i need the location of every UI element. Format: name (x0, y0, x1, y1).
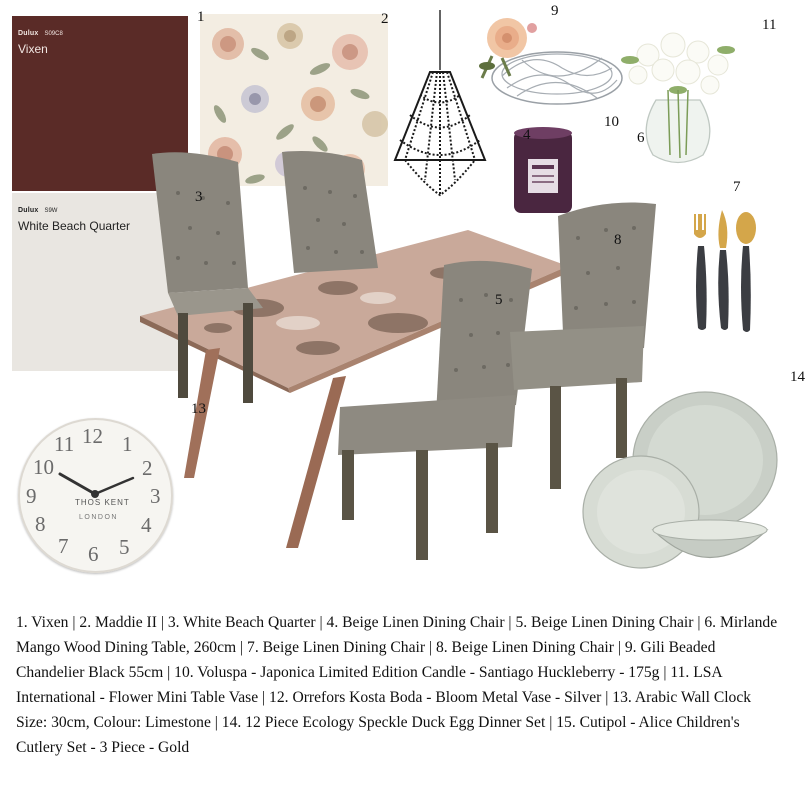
clock-numeral-1: 1 (122, 432, 133, 456)
clock-numeral-6: 6 (88, 542, 99, 566)
item-number-6: 6 (637, 130, 645, 146)
clock-numeral-5: 5 (119, 535, 130, 559)
swatch-brand: Dulux (18, 30, 39, 37)
speckle-dinner-set-image (575, 390, 785, 580)
item-number-4: 4 (523, 127, 531, 143)
clock-numeral-11: 11 (54, 432, 75, 456)
item-number-7: 7 (733, 179, 741, 195)
item-number-8: 8 (614, 232, 622, 248)
item-number-13: 13 (191, 401, 206, 417)
clock-numeral-7: 7 (58, 534, 69, 558)
item-number-1: 1 (197, 9, 205, 25)
clock-numeral-4: 4 (141, 513, 152, 537)
clock-brand: THOS KENT (75, 498, 130, 507)
swatch-code: S9W (44, 208, 58, 214)
arabic-wall-clock (18, 418, 173, 573)
item-number-2: 2 (381, 11, 389, 27)
gold-cutlery-set-image (686, 206, 766, 334)
clock-numeral-12: 12 (82, 424, 103, 448)
bloom-metal-vase-image (462, 8, 627, 116)
clock-hands-icon (18, 418, 173, 573)
swatch-brand: Dulux (18, 207, 39, 214)
swatch-code: S09C8 (44, 31, 63, 37)
clock-numeral-8: 8 (35, 512, 46, 536)
clock-numeral-9: 9 (26, 484, 37, 508)
item-number-9: 9 (551, 3, 559, 19)
clock-numeral-2: 2 (142, 456, 153, 480)
moodboard-caption: 1. Vixen | 2. Maddie II | 3. White Beach Quarter | 4. Beige Linen Dining Chair | 5. Beige Linen Dining Chair | 6. Mirlande Mango Wood Dining Table, 260cm | 7. Beige Linen Dining Chair | 8. Beige Linen Dining Chair | 9. Gili Beaded Chandelier Black 55cm | 10. Voluspa - Japonica Limited Edition Candle - Santiago Huckleberry - 175g | 11. LSA International - Flower Mini Table Vase | 12. Orrefors Kosta Boda - Bloom Metal Vase - Silver | 13. Arabic Wall Clock Size: 30cm, Colour: Limestone | 14. 12 Piece Ecology Speckle Duck Egg Dinner Set | 15. Cutipol - Alice Children's Cutlery Set - 3 Piece - Gold (16, 614, 778, 756)
swatch-name: Vixen (18, 42, 48, 56)
swatch-name: White Beach Quarter (18, 219, 131, 233)
item-number-10: 10 (604, 114, 619, 130)
flower-table-vase-image (618, 30, 738, 170)
item-number-5: 5 (495, 292, 503, 308)
clock-city: LONDON (79, 514, 118, 521)
item-number-14: 14 (790, 369, 805, 385)
clock-numeral-3: 3 (150, 484, 161, 508)
item-number-3: 3 (195, 189, 203, 205)
clock-numeral-10: 10 (33, 455, 54, 479)
item-number-11: 11 (762, 17, 777, 33)
beige-linen-chair-back-left (148, 148, 266, 418)
